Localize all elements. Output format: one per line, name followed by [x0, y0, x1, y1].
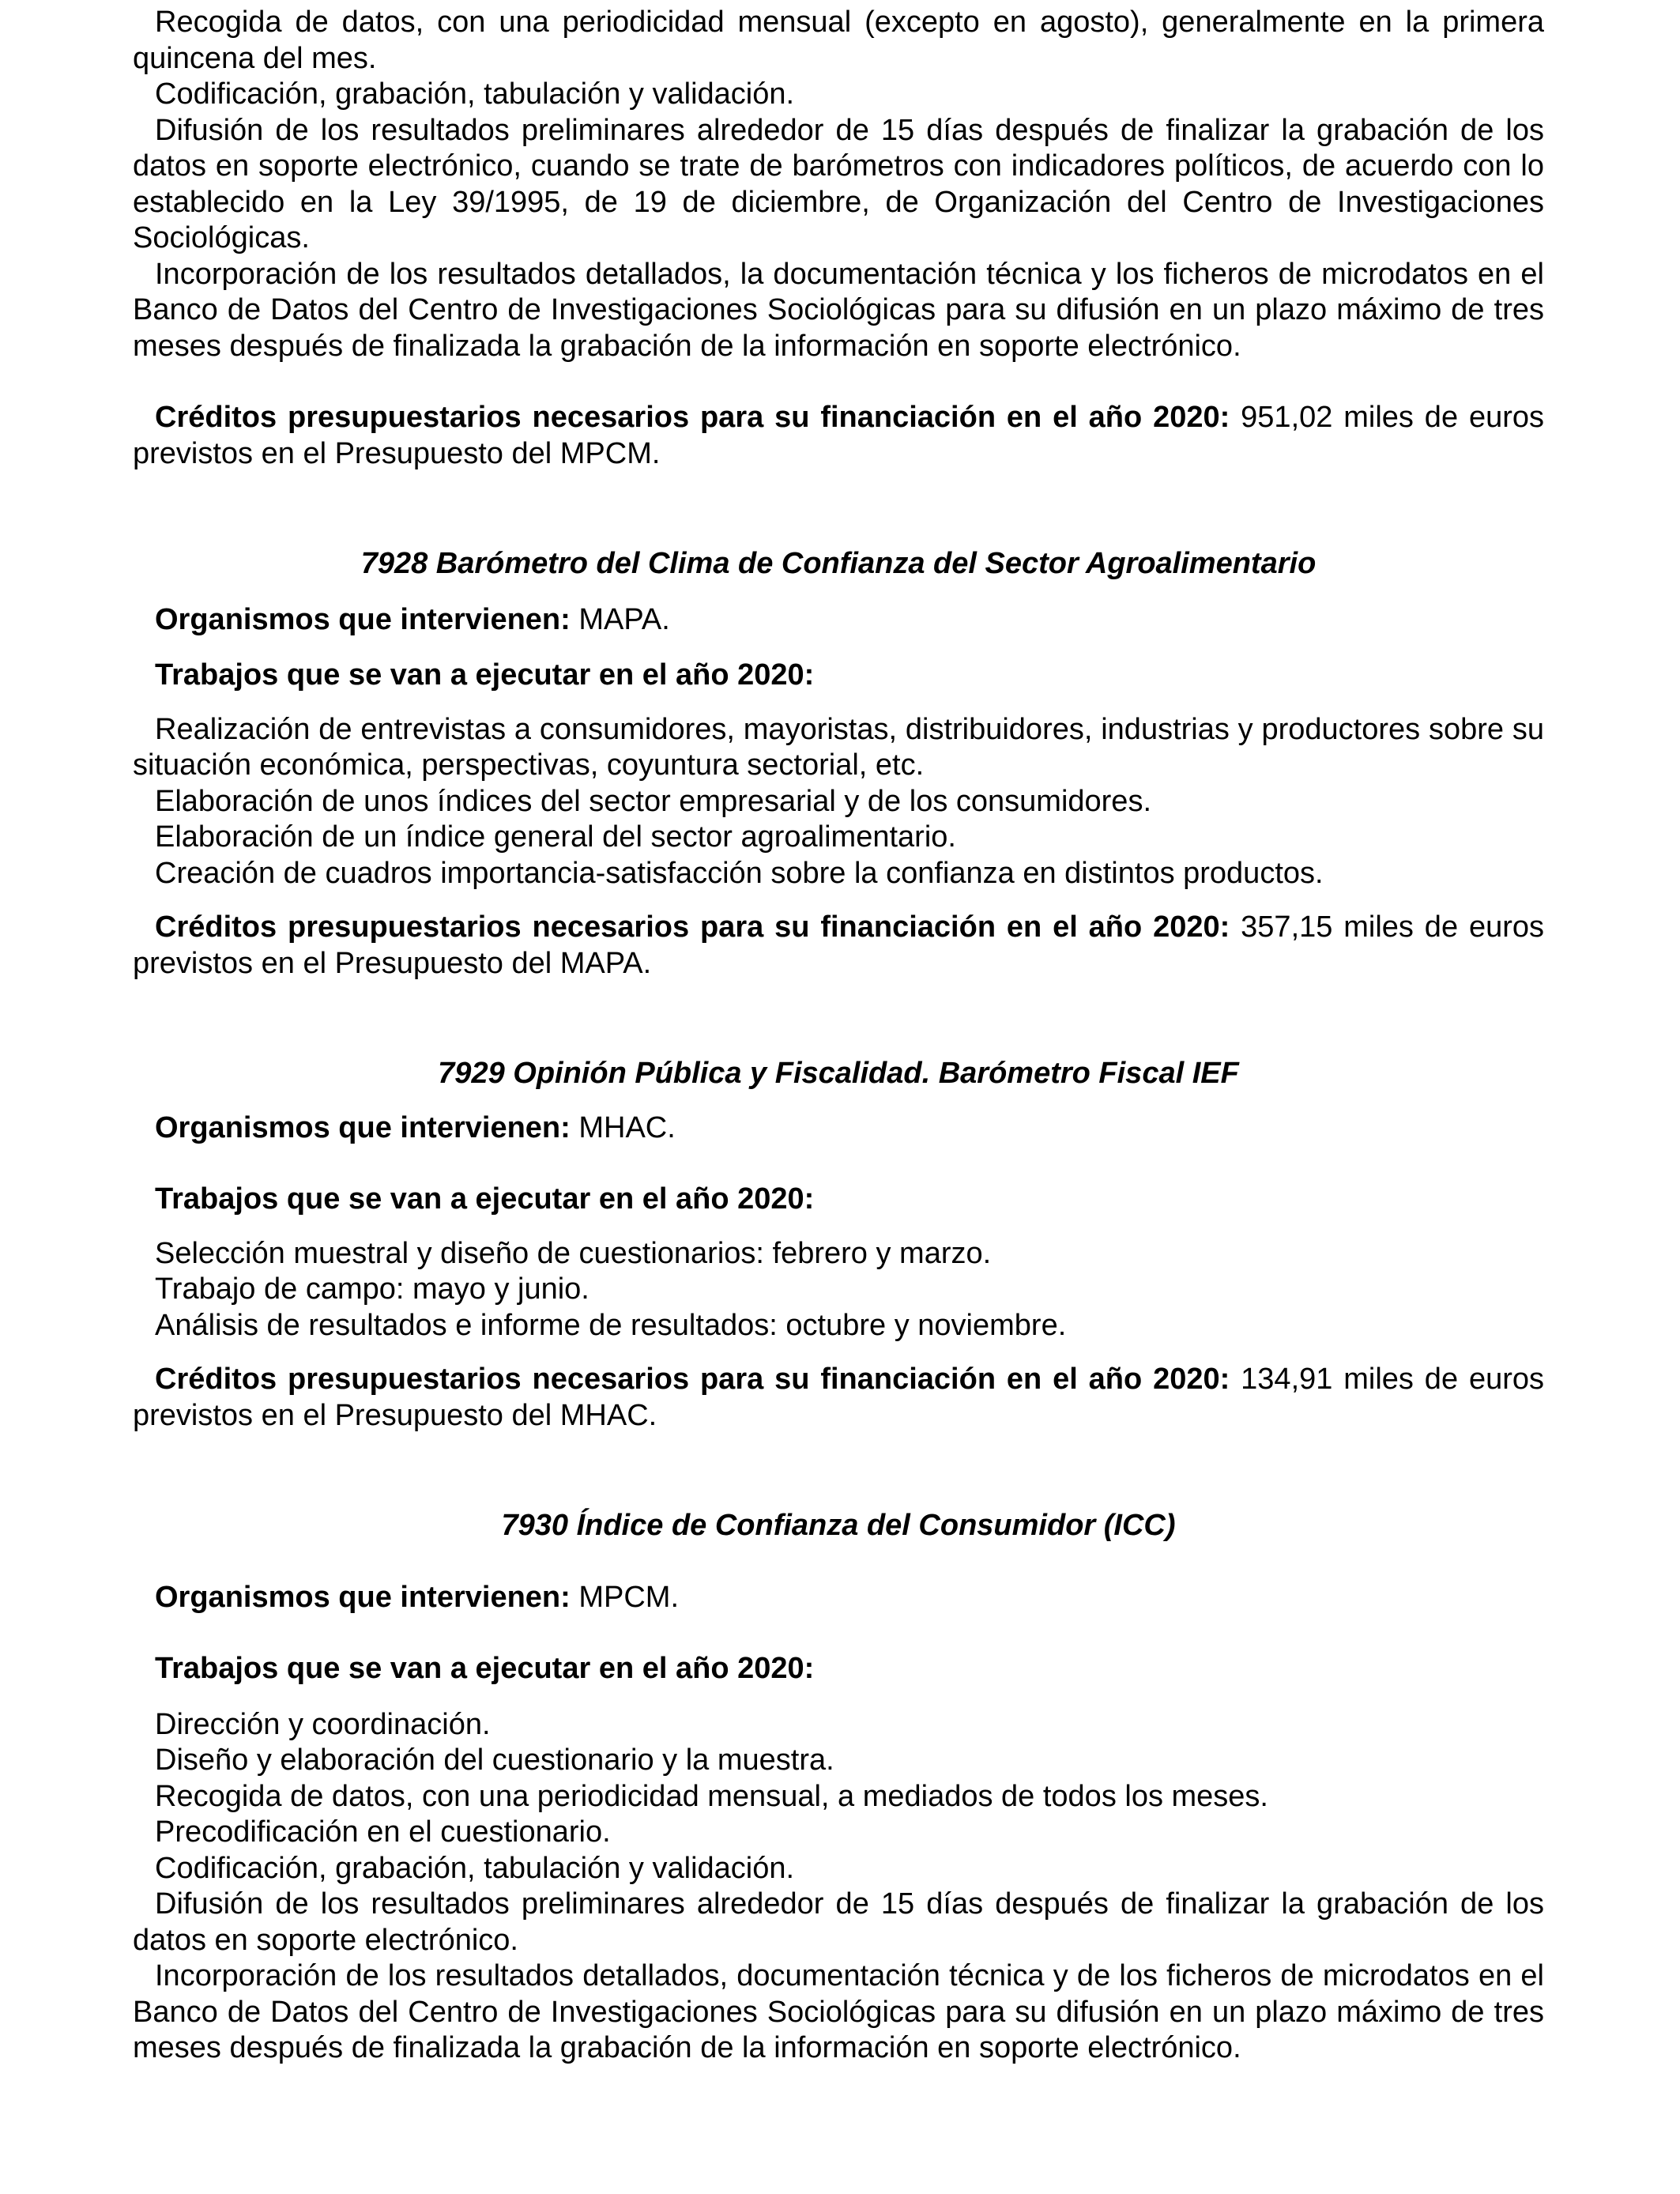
paragraph: Elaboración de unos índices del sector empresarial y de los consumidores. — [155, 784, 1151, 818]
paragraph: Difusión de los resultados preliminares alrededor de 15 días después de finalizar la grabación de los datos en soporte electrónico, cuando se trate de barómetros con indicadores políticos, de acuerdo con lo establecido en la Ley 39/1995, de 19 de diciembre, de Organización del Centro de Investigaciones Sociológicas. — [133, 113, 1544, 254]
trabajos-label: Trabajos que se van a ejecutar en el año 2020: — [155, 1182, 815, 1216]
paragraph: Recogida de datos, con una periodicidad mensual, a mediados de todos los meses. — [155, 1779, 1268, 1813]
paragraph: Trabajo de campo: mayo y junio. — [155, 1272, 590, 1306]
section-title: 7928 Barómetro del Clima de Confianza del Sector Agroalimentario — [360, 547, 1317, 580]
credits-paragraph — [133, 1362, 1544, 1434]
paragraph: Difusión de los resultados preliminares alrededor de 15 días después de finalizar la grabación de los datos en soporte electrónico. — [133, 1887, 1544, 1957]
paragraph: Diseño y elaboración del cuestionario y la muestra. — [155, 1744, 834, 1777]
credits-paragraph — [133, 400, 1544, 472]
organismos-label: Organismos que intervienen: — [155, 1110, 571, 1144]
paragraph: Incorporación de los resultados detallados, documentación técnica y de los ficheros de microdatos en el Banco de Datos del Centro de Investigaciones Sociológicas para su difusión en un plazo máximo de tres meses después de finalizada la grabación de la información en soporte electrónico. — [133, 1959, 1544, 2064]
credits-paragraph — [133, 910, 1544, 982]
credits-label: Créditos presupuestarios necesarios para su financiación en el año 2020: — [155, 401, 1230, 434]
credits-label: Créditos presupuestarios necesarios para su financiación en el año 2020: — [155, 1363, 1230, 1396]
paragraph: Selección muestral y diseño de cuestionarios: febrero y marzo. — [155, 1236, 992, 1270]
paragraph: Análisis de resultados e informe de resultados: octubre y noviembre. — [155, 1308, 1067, 1342]
credits-label: Créditos presupuestarios necesarios para su financiación en el año 2020: — [155, 910, 1230, 944]
section-title: 7929 Opinión Pública y Fiscalidad. Barómetro Fiscal IEF — [438, 1057, 1239, 1090]
credits-text: 951,02 miles de euros previstos en el Presupuesto del MPCM. — [133, 401, 1544, 470]
credits-text: 357,15 miles de euros previstos en el Presupuesto del MAPA. — [133, 910, 1544, 980]
paragraph: Recogida de datos, con una periodicidad mensual (excepto en agosto), generalmente en la primera quincena del mes. — [133, 6, 1544, 75]
trabajos-label: Trabajos que se van a ejecutar en el año 2020: — [155, 658, 815, 692]
organismos-value: MPCM. — [570, 1580, 680, 1614]
section-title: 7930 Índice de Confianza del Consumidor (ICC) — [501, 1509, 1176, 1542]
organismos-label: Organismos que intervienen: — [155, 1580, 571, 1614]
organismos-paragraph — [133, 1110, 1544, 1147]
trabajos-label: Trabajos que se van a ejecutar en el año 2020: — [155, 1652, 815, 1685]
organismos-value: MAPA. — [570, 602, 670, 636]
paragraph: Precodificación en el cuestionario. — [155, 1815, 611, 1849]
paragraph: Dirección y coordinación. — [155, 1707, 491, 1741]
paragraph: Codificación, grabación, tabulación y validación. — [155, 77, 795, 111]
organismos-paragraph — [133, 602, 1544, 639]
organismos-value: MHAC. — [570, 1110, 676, 1144]
document-page — [133, 5, 1544, 2067]
paragraph: Incorporación de los resultados detallados, la documentación técnica y los ficheros de microdatos en el Banco de Datos del Centro de Investigaciones Sociológicas para su difusión en un plazo máximo de tres meses después de finalizada la grabación de la información en soporte electrónico. — [133, 257, 1544, 363]
paragraph: Elaboración de un índice general del sector agroalimentario. — [155, 820, 956, 854]
credits-text: 134,91 miles de euros previstos en el Presupuesto del MHAC. — [133, 1363, 1544, 1432]
paragraph: Realización de entrevistas a consumidores, mayoristas, distribuidores, industrias y productores sobre su situación económica, perspectivas, coyuntura sectorial, etc. — [133, 712, 1544, 782]
organismos-paragraph — [133, 1580, 1544, 1616]
paragraph: Creación de cuadros importancia-satisfacción sobre la confianza en distintos productos. — [155, 856, 1324, 890]
paragraph: Codificación, grabación, tabulación y validación. — [155, 1851, 795, 1885]
organismos-label: Organismos que intervienen: — [155, 602, 571, 636]
